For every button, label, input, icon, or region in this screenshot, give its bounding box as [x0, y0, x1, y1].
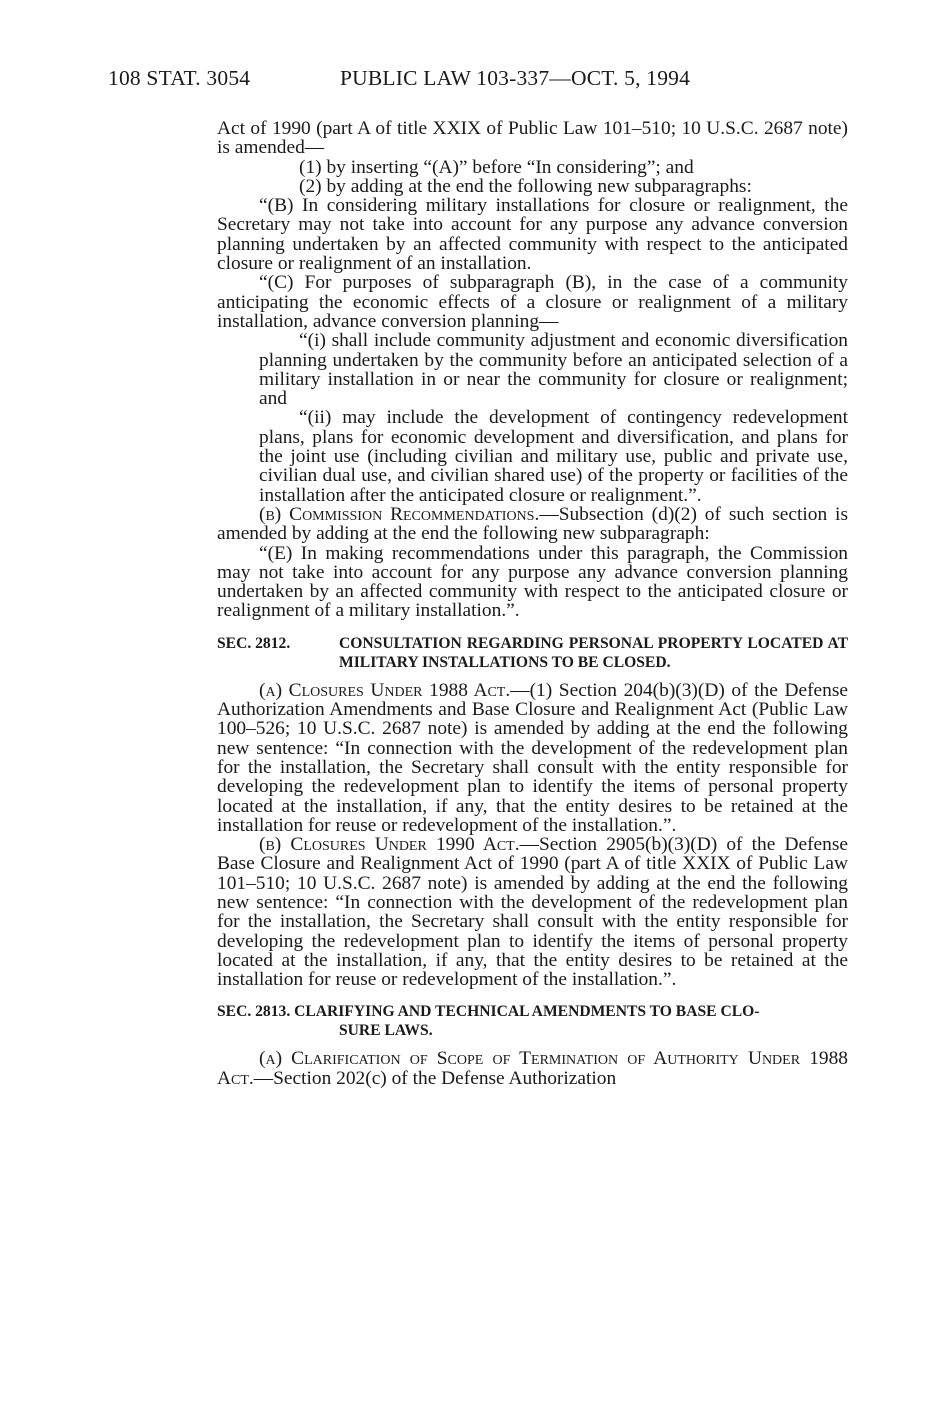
paragraph-subparagraph-b: “(B) In considering military installations for closure or realignment, the Secretary may not take into account for any purpose any advance conversion planning undertaken by an affected community with respect to the anticipated closure or realignment of an installation. — [217, 195, 848, 275]
paragraph-item-1: (1) by inserting “(A)” before “In considering”; and — [299, 156, 694, 178]
closures-1990-heading: (b) Closures Under 1990 Act. — [259, 834, 520, 856]
stat-page-number: 108 STAT. 3054 — [108, 66, 251, 90]
paragraph-commission-recommendations — [217, 505, 848, 544]
paragraph-subparagraph-e: “(E) In making recommendations under this paragraph, the Commission may not take into account for any purpose any advance conversion planning undertaken by an affected community with respect to the anticipated closure or realignment of a military installation.”. — [217, 542, 848, 622]
paragraph-continuation: Act of 1990 (part A of title XXIX of Public Law 101–510; 10 U.S.C. 2687 note) is amended— — [217, 118, 848, 159]
closures-1988-heading: (a) Closures Under 1988 Act. — [259, 679, 511, 701]
commission-recommendations-text: —Subsection (d)(2) of such section is amended by adding at the end the following new subparagraph: — [217, 503, 848, 545]
section-2813-heading — [217, 1002, 848, 1040]
closures-1988-text: —(1) Section 204(b)(3)(D) of the Defense Authorization Amendments and Base Closure and Realignment Act (Public Law 100–526; 10 U.S.C. 2687 note) is amended by adding at the end the following new sentence: “In connection with the development of the redevelopment plan for the installation, the Secretary shall consult with the entity responsible for developing the redevelopment plan to identify the items of personal property located at the installation, if any, that the entity desires to be retained at the installation for reuse or redevelopment of the installation.”. — [217, 679, 848, 836]
paragraph-closures-1988 — [217, 681, 848, 835]
public-law-citation: PUBLIC LAW 103-337—OCT. 5, 1994 — [340, 66, 691, 90]
paragraph-clause-ii: “(ii) may include the development of contingency redevelopment plans, plans for economic development and diversification, and plans for the joint use (including civilian and military use, public and private use, civilian dual use, and civilian shared use) of the property or facilities of the installation after the anticipated closure or realignment.”. — [259, 407, 848, 506]
section-2813-title-line-1: CLARIFYING AND TECHNICAL AMENDMENTS TO BASE CLO- — [294, 1003, 760, 1021]
paragraph-subparagraph-c: “(C) For purposes of subparagraph (B), in the case of a community anticipating the economic effects of a closure or realignment of a military installation, advance conversion planning— — [217, 272, 848, 332]
section-2812-heading — [217, 634, 848, 672]
section-2813-number: SEC. 2813. — [217, 1003, 291, 1021]
paragraph-closures-1990 — [217, 835, 848, 989]
paragraph-clause-i: “(i) shall include community adjustment and economic diversification planning undertaken by the community before an anticipated selection of a military installation in or near the community for closure or realignment; and — [259, 330, 848, 410]
section-2813-title-line-2: SURE LAWS. — [339, 1022, 433, 1040]
document-body — [217, 119, 848, 1088]
commission-recommendations-heading: (b) Commission Recommendations. — [259, 503, 540, 525]
clarification-scope-heading: (a) Clarification of Scope of Termination of Authority Under 1988 Act. — [217, 1048, 848, 1089]
closures-1990-text: —Section 2905(b)(3)(D) of the Defense Base Closure and Realignment Act of 1990 (part A of title XXIX of Public Law 101–510; 10 U.S.C. 2687 note) is amended by adding at the end the following new sentence: “In connection with the development of the redevelopment plan for the installation, the Secretary shall consult with the entity responsible for developing the redevelopment plan to identify the items of personal property located at the installation, if any, that the entity desires to be retained at the installation for reuse or redevelopment of the installation.”. — [217, 834, 848, 991]
clarification-scope-text: —Section 202(c) of the Defense Authorization — [253, 1067, 617, 1089]
section-2812-title: CONSULTATION REGARDING PERSONAL PROPERTY LOCATED AT MILITARY INSTALLATIONS TO BE CLOSED. — [339, 634, 848, 671]
section-2812-number: SEC. 2812. — [217, 634, 291, 652]
paragraph-clarification-scope — [217, 1049, 848, 1088]
paragraph-item-2: (2) by adding at the end the following new subparagraphs: — [299, 175, 752, 197]
